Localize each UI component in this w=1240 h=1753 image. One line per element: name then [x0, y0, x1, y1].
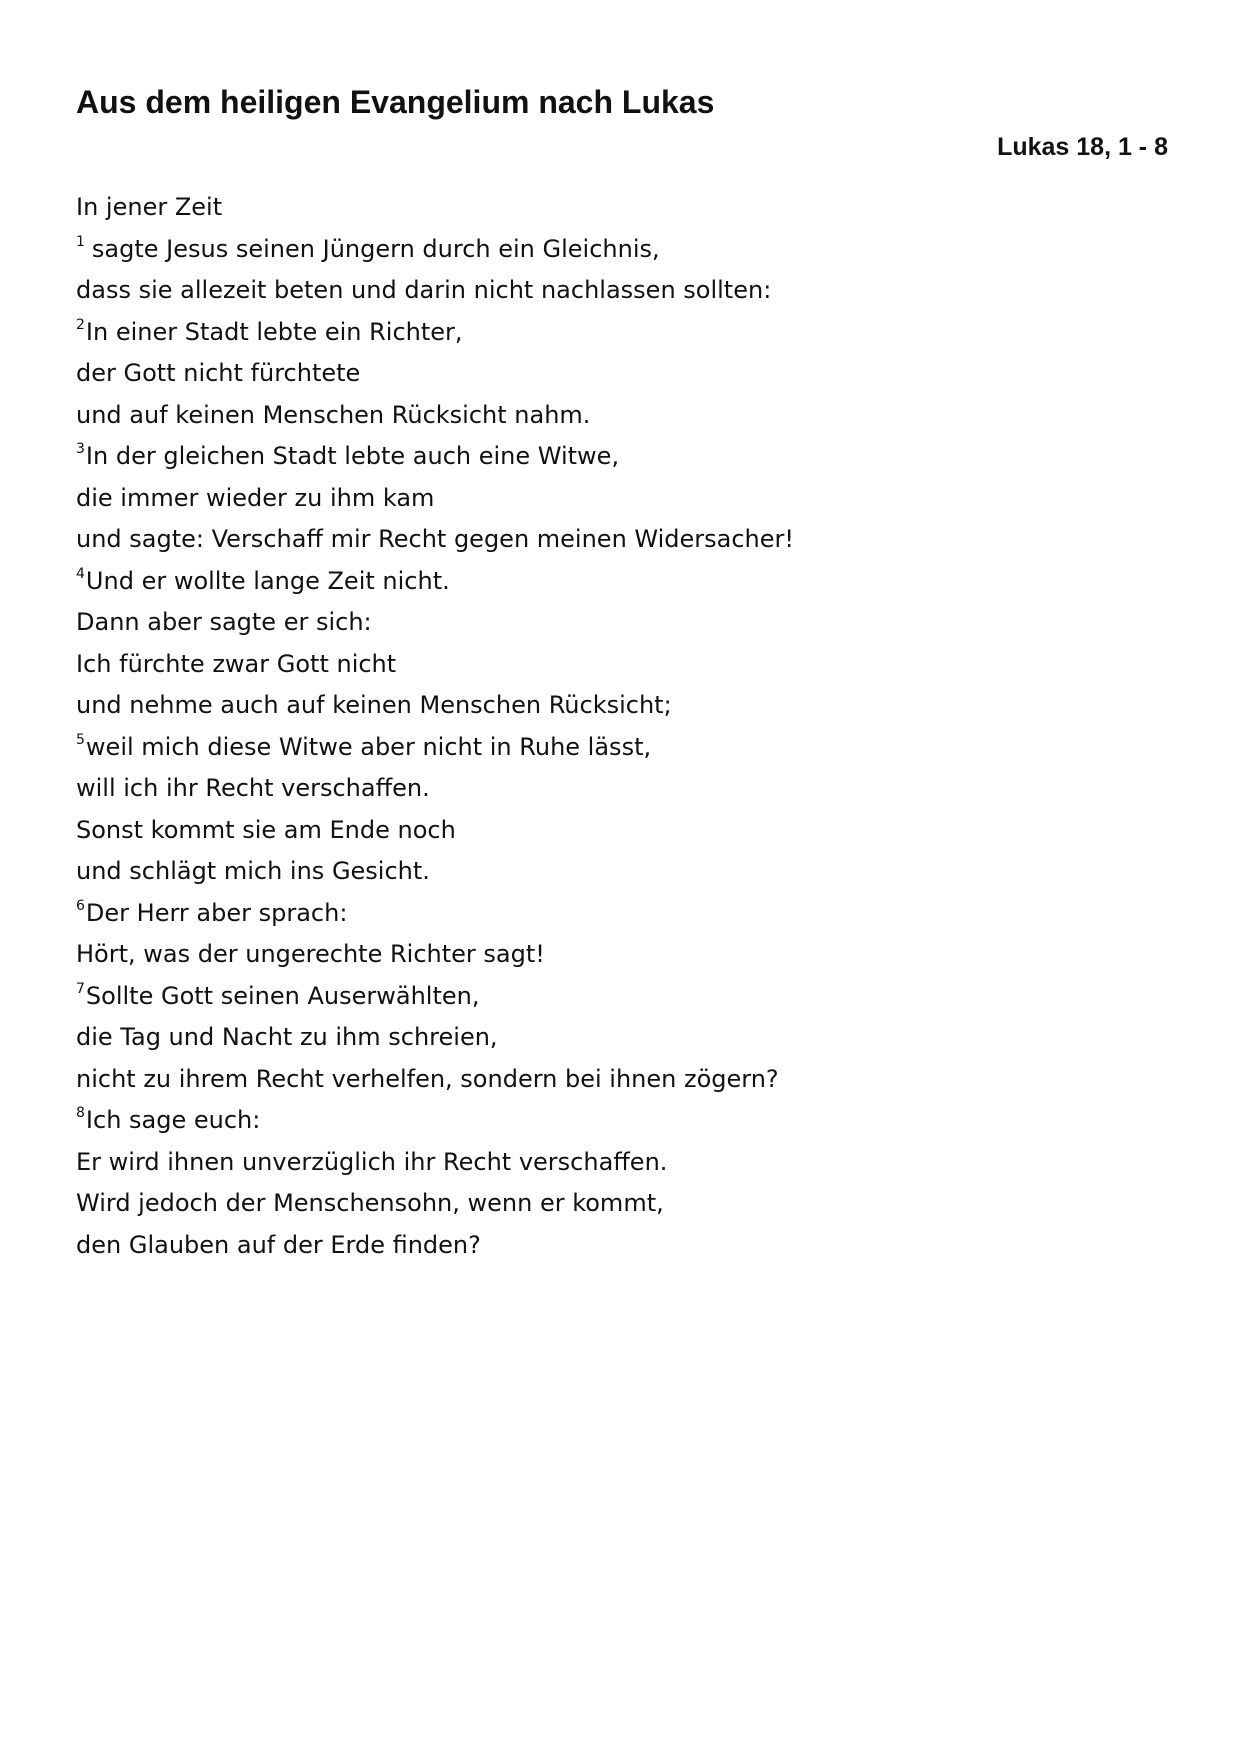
text-line: [76, 395, 1136, 437]
text-line: [76, 851, 1136, 893]
text-line: [76, 229, 1136, 271]
line-text: der Gott nicht fürchtete: [76, 359, 361, 387]
verse-number: 6: [76, 897, 85, 914]
text-line: [76, 561, 1136, 603]
text-line: [76, 768, 1136, 810]
text-line: [76, 685, 1136, 727]
document-title: Aus dem heiligen Evangelium nach Lukas: [76, 84, 715, 120]
line-text: nicht zu ihrem Recht verhelfen, sondern bei ihnen zögern?: [76, 1064, 779, 1093]
line-text: die Tag und Nacht zu ihm schreien,: [76, 1023, 498, 1051]
line-text: Sonst kommt sie am Ende noch: [76, 815, 456, 844]
text-line: [76, 1225, 1136, 1267]
text-line: [76, 1183, 1136, 1225]
line-text: Sollte Gott seinen Auserwählten,: [85, 981, 480, 1010]
gospel-text: [76, 187, 1136, 1266]
verse-number: 2: [76, 316, 85, 333]
text-line: [76, 727, 1136, 769]
line-text: In jener Zeit: [76, 193, 223, 221]
line-text: Und er wollte lange Zeit nicht.: [85, 566, 450, 595]
text-line: [76, 893, 1136, 935]
line-text: und schlägt mich ins Gesicht.: [76, 857, 430, 885]
line-text: Er wird ihnen unverzüglich ihr Recht verschaffen.: [76, 1147, 668, 1176]
text-line: [76, 644, 1136, 686]
text-line: [76, 602, 1136, 644]
line-text: den Glauben auf der Erde finden?: [76, 1230, 481, 1259]
text-line: [76, 519, 1136, 561]
text-line: [76, 976, 1136, 1018]
line-text: Dann aber sagte er sich:: [76, 608, 372, 636]
line-text: und nehme auch auf keinen Menschen Rücksicht;: [76, 691, 672, 719]
verse-number: 8: [76, 1105, 85, 1121]
text-line: [76, 270, 1136, 312]
text-line: [76, 1100, 1136, 1142]
line-text: die immer wieder zu ihm kam: [76, 483, 435, 512]
line-text: Wird jedoch der Menschensohn, wenn er kommt,: [76, 1189, 664, 1217]
text-line: [76, 810, 1136, 852]
text-line: [76, 312, 1136, 354]
line-text: Der Herr aber sprach:: [85, 898, 348, 927]
text-line: [76, 478, 1136, 520]
line-text: will ich ihr Recht verschaffen.: [76, 774, 430, 802]
text-line: [76, 353, 1136, 395]
text-line: [76, 1059, 1136, 1101]
line-text: und auf keinen Menschen Rücksicht nahm.: [76, 400, 591, 429]
line-text: und sagte: Verschaff mir Recht gegen meinen Widersacher!: [76, 525, 795, 553]
text-line: [76, 187, 1136, 229]
line-text: In einer Stadt lebte ein Richter,: [85, 317, 463, 346]
line-text: Ich fürchte zwar Gott nicht: [76, 649, 397, 678]
verse-number: 5: [76, 731, 85, 748]
text-line: [76, 934, 1136, 976]
line-text: Hört, was der ungerechte Richter sagt!: [76, 940, 545, 968]
line-text: weil mich diese Witwe aber nicht in Ruhe lässt,: [85, 732, 652, 761]
scripture-reference: Lukas 18, 1 - 8: [997, 133, 1168, 161]
line-text: Ich sage euch:: [85, 1106, 261, 1134]
text-line: [76, 1017, 1136, 1059]
verse-number: 4: [76, 565, 85, 582]
line-text: sagte Jesus seinen Jüngern durch ein Gleichnis,: [91, 234, 660, 263]
text-line: [76, 436, 1136, 478]
verse-number: 1: [76, 233, 85, 250]
text-line: [76, 1142, 1136, 1184]
line-text: dass sie allezeit beten und darin nicht nachlassen sollten:: [76, 276, 772, 304]
verse-number: 3: [76, 441, 85, 457]
verse-number: 7: [76, 980, 85, 997]
line-text: In der gleichen Stadt lebte auch eine Witwe,: [85, 442, 620, 470]
